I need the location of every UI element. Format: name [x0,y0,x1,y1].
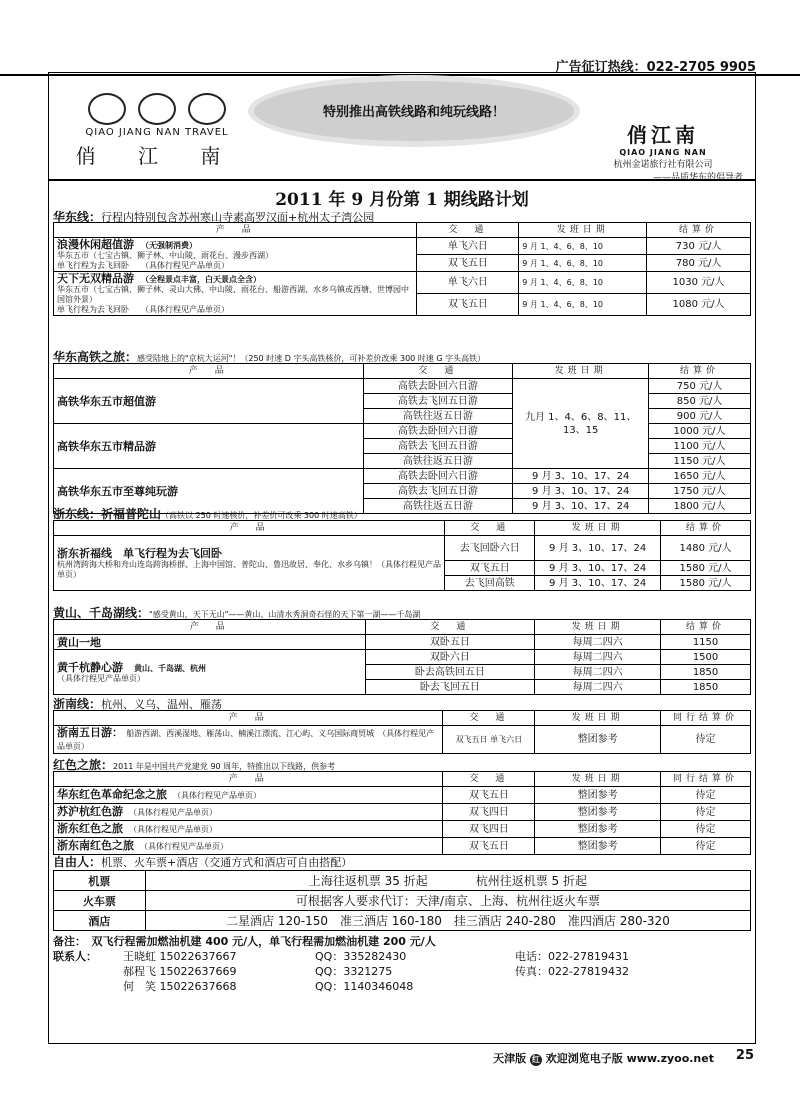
transport: 高铁往返五日游 [363,409,513,424]
transport: 高铁往返五日游 [363,499,513,514]
shared-dates: 九月 1、4、6、8、11、13、15 [513,379,649,469]
product-detail: 华东五市（七宝古镇、狮子林、中山陵、雨花台、漫步西湖） [57,251,273,260]
price: 1150 元/人 [649,454,751,469]
product-name: 黄山一地 [54,635,366,650]
transport: 高铁往返五日游 [363,454,513,469]
price: 1580 元/人 [661,561,751,576]
logo-right [583,119,743,183]
dates: 9 月 1、4、6、8、10 [519,238,647,255]
transport: 单飞六日 [417,272,519,294]
contacts-label: 联系人： [53,950,97,963]
product-name: 华东红色革命纪念之旅 [57,788,167,801]
section-title: 祈福普陀山 [101,507,162,521]
row-value: 上海往返机票 35 折起 杭州往返机票 5 折起 [145,871,750,891]
section-ziyou [53,853,751,870]
price: 1800 元/人 [649,499,751,514]
hongse-table [53,771,751,855]
transport: 双飞五日 [443,787,535,804]
row-key: 机票 [54,871,146,891]
section-desc: "感受黄山，天下无山"——黄山、山清水秀洞奇石怪的天下第一湖——千岛湖 [149,610,421,619]
edition: 天津版 [493,1052,527,1065]
price: 1100 元/人 [649,439,751,454]
product-note: 单飞行程为去飞回卧 [123,546,222,560]
price: 待定 [661,726,751,754]
price: 待定 [661,821,751,838]
contact-extra: 传真：022-27819432 [515,965,629,978]
transport: 双飞五日 单飞六日 [443,726,535,754]
section-label: 浙东线： [53,507,102,521]
zhenan-table [53,710,751,754]
slogan: ——品质华东的倡导者 [652,173,743,183]
product-detail: 华东五市（七宝古镇、狮子林、灵山大佛、中山陵、雨花台、船游西湖、水乡乌镇或西塘、世博园中国馆外景） [57,285,409,304]
product-note: 黄山、千岛湖、杭州 [134,663,206,673]
page-title: 2011 年 9 月份第 1 期线路计划 [275,190,529,210]
price: 1850 [661,665,751,680]
section-desc: （高铁以 250 时速核价，补差价可改乘 300 时速高铁） [161,511,362,520]
contact-row [53,978,751,993]
section-desc: 感受陆地上的"京杭大运河"！（250 时速 D 字头高铁核价，可补差价改乘 300 时速 G 字头高铁） [137,354,486,363]
product-detail: 杭州湾跨海大桥和舟山连岛跨海桥群、上海中国馆、普陀山、鲁迅故居、奉化、水乡乌镇！（具体行程见产品单页） [57,559,441,579]
logo-mark-icon [138,93,176,125]
table-row [54,821,751,838]
table-row [54,379,751,394]
contact-qq: QQ：335282430 [315,950,407,963]
contact-row [53,963,751,978]
product-name: 浙东祈福线 [57,546,112,560]
badge-icon: 红 [531,1055,540,1064]
product-note: （全程景点丰富，白天景点全含） [145,275,261,284]
product-detail: （具体行程见产品单页） [57,673,145,683]
transport: 去飞回卧六日 [445,536,535,561]
dates: 9 月 1、4、6、8、10 [519,294,647,316]
section-desc: 2011 年是中国共产党建党 90 周年，特推出以下线路，供参考 [113,762,336,771]
product-detail: 船游西湖、西溪湿地、雁荡山、楠溪江漂流、江心屿、义乌国际商贸城 （具体行程见产品单页） [57,729,435,751]
contact-qq: QQ：1140346048 [315,980,414,993]
logo-marks [67,93,247,125]
transport: 卧去高铁回五日 [365,665,535,680]
brand-name: 俏江南 [627,123,699,147]
product-note: （具体行程见产品单页） [177,791,261,800]
product-note: （无强制消费） [145,241,197,250]
product-cell [54,726,443,754]
table-row [54,469,751,484]
row-key: 火车票 [54,891,146,911]
product-name: 天下无双精品游 [57,272,134,285]
zhedong-table [53,520,751,591]
dates: 整团参考 [535,787,661,804]
price: 730 元/人 [647,238,751,255]
product-note: （具体行程见产品单页） [133,825,217,834]
table-row [54,911,751,931]
dates: 整团参考 [535,726,661,754]
price: 1580 元/人 [661,576,751,591]
notes-label: 备注： [53,935,81,948]
transport: 双飞五日 [417,255,519,272]
logo-mark-icon [88,93,126,125]
logo-en: QIAO JIANG NAN TRAVEL [85,127,229,138]
table-row [54,838,751,855]
price: 待定 [661,838,751,855]
dates: 整团参考 [535,821,661,838]
section-label: 黄山、千岛湖线： [53,606,150,620]
transport: 卧去飞回五日 [365,680,535,695]
notes [53,933,751,948]
price: 1750 元/人 [649,484,751,499]
banner-cloud [254,81,574,141]
product-name: 浙南五日游： [57,726,123,739]
dates: 9 月 1、4、6、8、10 [519,272,647,294]
transport: 高铁去卧回六日游 [363,424,513,439]
price: 1030 元/人 [647,272,751,294]
product-extra: 单飞行程为去飞回卧 （具体行程见产品单页） [57,305,229,314]
table-row [54,804,751,821]
header [49,73,755,181]
section-label: 自由人： [53,855,102,869]
dates: 9 月 3、10、17、24 [513,469,649,484]
product-name: 高铁华东五市精品游 [54,424,364,469]
product-cell [54,238,417,272]
product-name: 浙东红色之旅 [57,822,123,835]
table-header: 产 品 交 通 发班日期 同行结算价 [54,711,751,726]
table-header: 产 品 交 通 发班日期 同行结算价 [54,772,751,787]
dates: 9 月 1、4、6、8、10 [519,255,647,272]
price: 780 元/人 [647,255,751,272]
dates: 9 月 3、10、17、24 [535,576,661,591]
table-row [54,272,751,294]
table-header: 产 品 交 通 发班日期 结算价 [54,364,751,379]
section-desc: 杭州、义乌、温州、雁荡 [101,698,223,711]
dates: 整团参考 [535,804,661,821]
section-label: 浙南线： [53,697,102,711]
section-label: 华东线： [53,210,102,224]
dates: 9 月 3、10、17、24 [513,499,649,514]
dates: 每周二四六 [535,650,661,665]
transport: 高铁去卧回六日游 [363,469,513,484]
dates: 每周二四六 [535,680,661,695]
table-row [54,536,751,561]
transport: 双飞四日 [443,821,535,838]
product-cell [54,272,417,316]
product-cell [54,536,445,591]
footer-link[interactable]: 欢迎浏览电子版 www.zyoo.net [545,1052,714,1065]
logo-left [67,93,247,169]
contact-extra: 电话：022-27819431 [515,950,629,963]
product-note: （具体行程见产品单页） [144,842,228,851]
page-number: 25 [735,1048,754,1063]
price: 1480 元/人 [661,536,751,561]
row-value: 二星酒店 120-150 准三酒店 160-180 挂三酒店 240-280 准四酒店 280-320 [145,911,750,931]
table-row [54,726,751,754]
notes-text: 双飞行程需加燃油机建 400 元/人，单飞行程需加燃油机建 200 元/人 [91,935,436,948]
table-header: 产 品 交 通 发班日期 结算价 [54,620,751,635]
dates: 9 月 3、10、17、24 [535,536,661,561]
banner-text: 特别推出高铁线路和纯玩线路！ [322,105,505,120]
product-note: （具体行程见产品单页） [133,808,217,817]
company-name: 杭州金诺旅行社有限公司 [613,160,713,170]
transport: 高铁去卧回六日游 [363,379,513,394]
footer-text-wrap [493,1050,714,1066]
contact-qq: QQ：3321275 [315,965,393,978]
row-value: 可根据客人要求代订：天津/南京、上海、杭州往返火车票 [145,891,750,911]
transport: 双卧五日 [365,635,535,650]
page-frame [48,72,756,1044]
transport: 单飞六日 [417,238,519,255]
product-name: 浪漫休闲超值游 [57,238,134,251]
ad-hotline: 广告征订热线：022-2705 9905 [555,60,756,75]
dates: 整团参考 [535,838,661,855]
contact-name: 何 笑 15022637668 [123,980,237,993]
table-row [54,650,751,665]
table-row [54,238,751,255]
header-rule [49,179,755,181]
contact-row [53,948,751,963]
price: 1150 [661,635,751,650]
price: 1500 [661,650,751,665]
transport: 双飞五日 [445,561,535,576]
product-name: 高铁华东五市至尊纯玩游 [54,469,364,514]
dates: 每周二四六 [535,635,661,650]
contact-name: 郝程飞 15022637669 [123,965,237,978]
huangshan-table [53,619,751,695]
table-row [54,891,751,911]
gaotie-table [53,363,751,514]
logo-mark-icon [188,93,226,125]
table-header: 产 品 交 通 发班日期 结算价 [54,521,751,536]
transport: 高铁去飞回五日游 [363,394,513,409]
table-row [54,635,751,650]
transport: 高铁去飞回五日游 [363,439,513,454]
footer [48,1046,754,1068]
section-desc: 机票、火车票+酒店（交通方式和酒店可自由搭配） [101,856,353,869]
price: 900 元/人 [649,409,751,424]
notes-contacts [53,933,751,993]
price: 1850 [661,680,751,695]
dates: 9 月 3、10、17、24 [535,561,661,576]
ziyou-table [53,870,751,931]
transport: 双飞五日 [443,838,535,855]
product-name: 高铁华东五市超值游 [54,379,364,424]
logo-cn: 俏 江 南 [75,144,239,168]
transport: 双卧六日 [365,650,535,665]
product-name: 苏沪杭红色游 [57,805,123,818]
product-name: 浙东南红色之旅 [57,839,134,852]
price: 750 元/人 [649,379,751,394]
dates: 9 月 3、10、17、24 [513,484,649,499]
transport: 双飞四日 [443,804,535,821]
section-label: 红色之旅： [53,758,114,772]
table-header: 产 品 交 通 发班日期 结算价 [54,223,751,238]
transport: 高铁去飞回五日游 [363,484,513,499]
dates: 每周二四六 [535,665,661,680]
price: 1650 元/人 [649,469,751,484]
price: 待定 [661,787,751,804]
price: 1080 元/人 [647,294,751,316]
brand-en: QIAO JIANG NAN [619,148,707,157]
product-cell [54,650,366,695]
row-key: 酒店 [54,911,146,931]
product-name: 黄千杭静心游 [57,660,123,674]
product-extra: 单飞行程为去飞回卧 （具体行程见产品单页） [57,261,229,270]
price: 待定 [661,804,751,821]
price: 850 元/人 [649,394,751,409]
contact-name: 王晓虹 15022637667 [123,950,237,963]
transport: 去飞回高铁 [445,576,535,591]
transport: 双飞五日 [417,294,519,316]
huadong-table [53,222,751,316]
table-row [54,787,751,804]
section-desc: 行程内特别包含苏州寒山寺素高罗汉面+杭州太子湾公园 [101,211,375,224]
table-row [54,871,751,891]
section-label: 华东高铁之旅： [53,350,138,364]
price: 1000 元/人 [649,424,751,439]
